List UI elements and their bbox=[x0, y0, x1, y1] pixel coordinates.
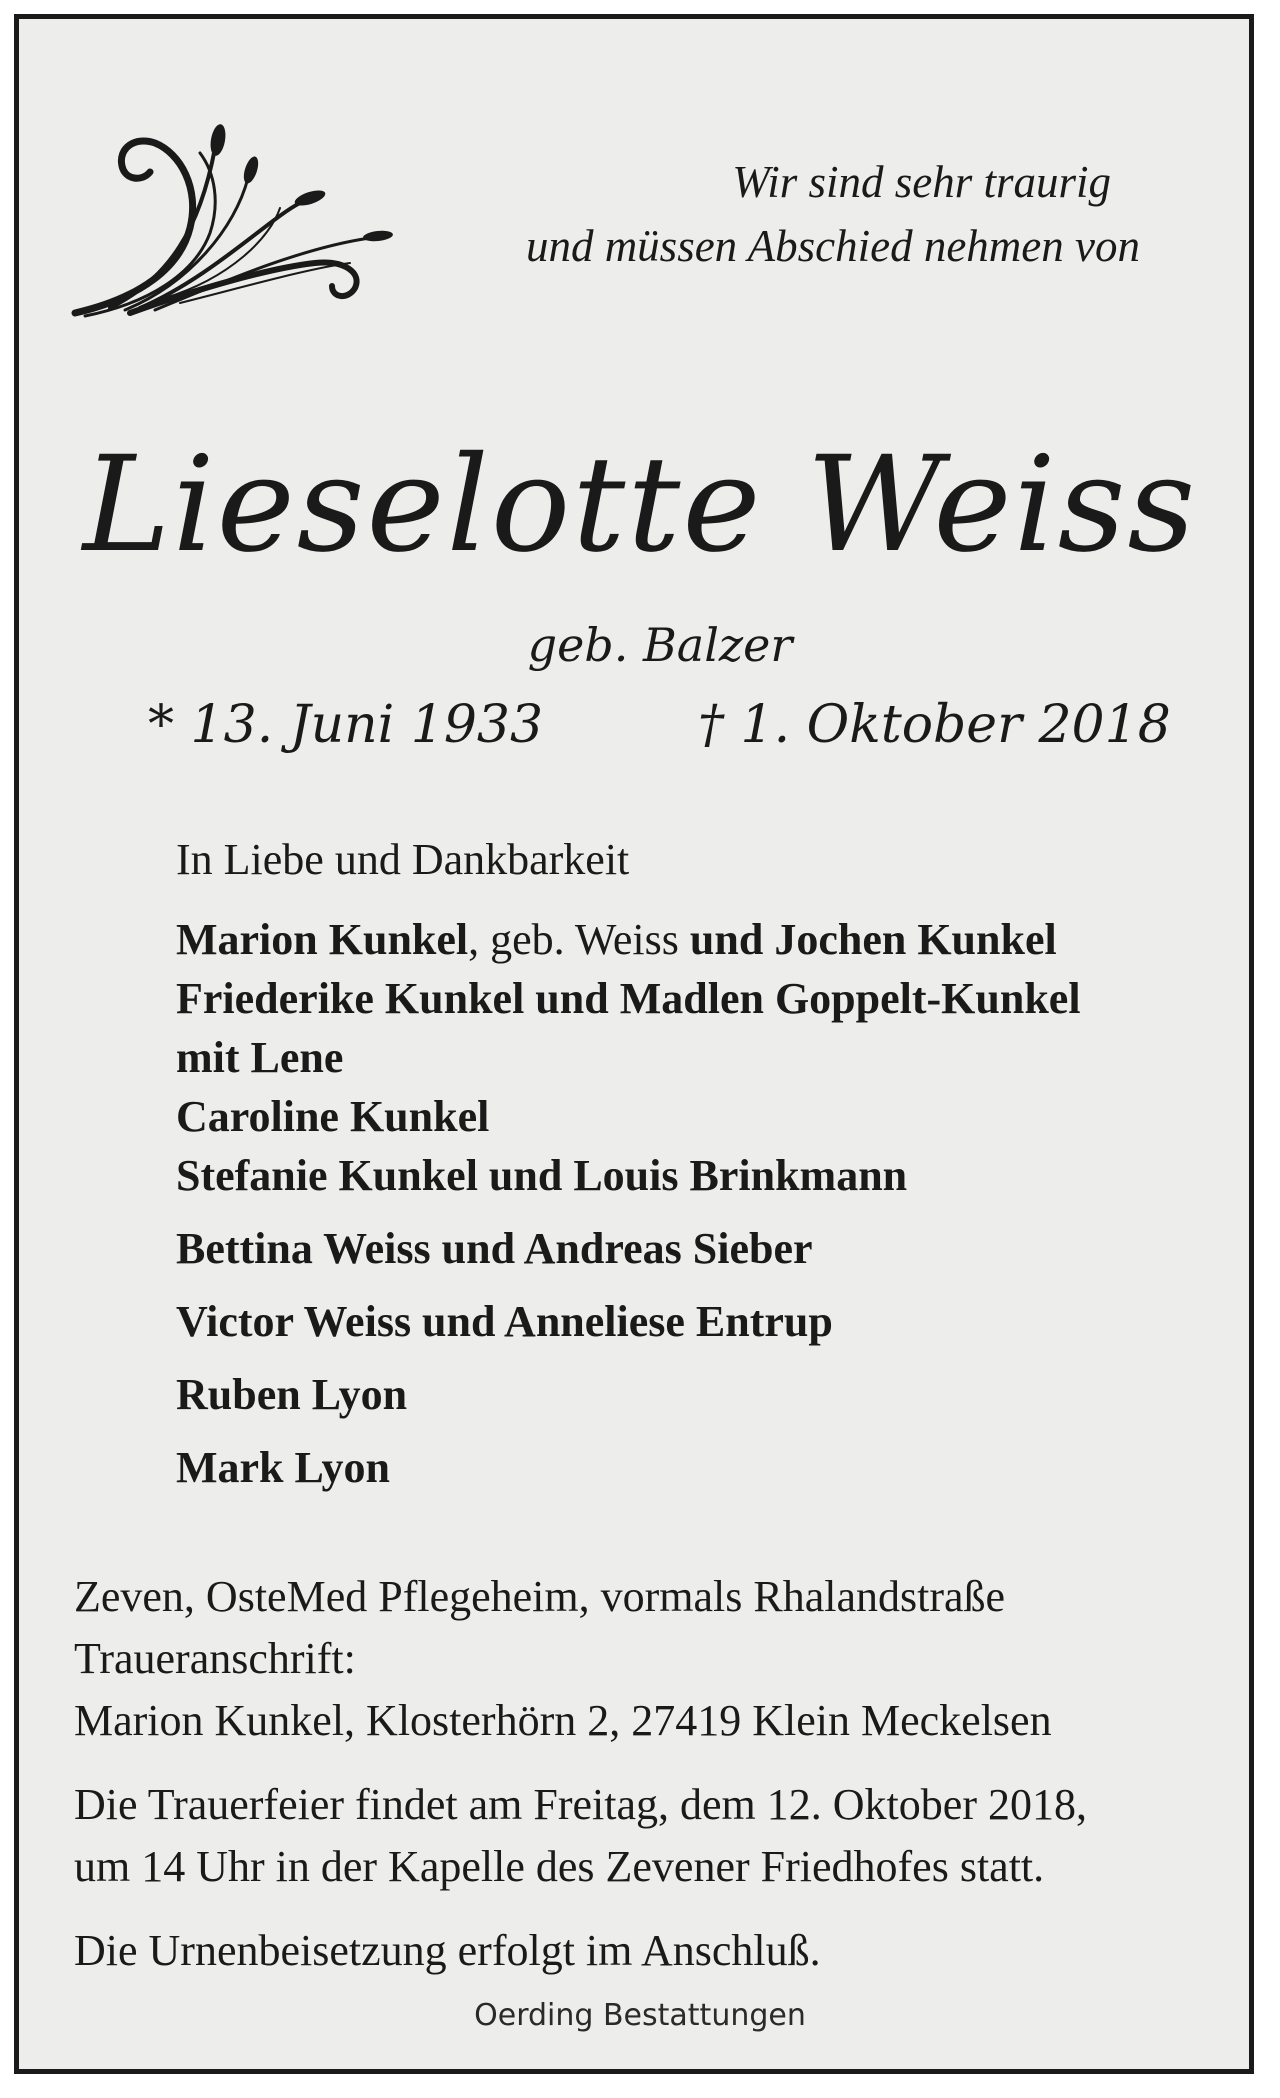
mourner-line bbox=[176, 910, 1226, 969]
birth-date: * 13. Juni 1933 bbox=[148, 695, 544, 755]
mourner-name: Marion Kunkel bbox=[176, 915, 469, 964]
ceremony-text: Die Trauerfeier findet am Freitag, dem 12. Oktober 2018, bbox=[74, 1780, 1087, 1829]
death-date: † 1. Oktober 2018 bbox=[698, 695, 1171, 755]
reed-flourish-icon bbox=[70, 108, 400, 328]
info-block bbox=[74, 1566, 1224, 1982]
mourner-maiden: , geb. Weiss bbox=[468, 915, 690, 964]
mourners-block bbox=[176, 830, 1226, 1497]
mourner-line: Friederike Kunkel und Madlen Goppelt-Kunkel bbox=[176, 974, 1081, 1023]
ceremony-text: um 14 Uhr in der Kapelle des Zevener Friedhofes statt. bbox=[74, 1842, 1045, 1891]
maiden-name: geb. Balzer bbox=[527, 618, 793, 672]
mourner-name: und Jochen Kunkel bbox=[689, 915, 1057, 964]
deceased-name: Lieselotte Weiss bbox=[82, 428, 1198, 582]
address-text: Marion Kunkel, Klosterhörn 2, 27419 Klein Meckelsen bbox=[74, 1696, 1052, 1745]
funeral-service-credit: Oerding Bestattungen bbox=[474, 1998, 806, 2033]
dedication: In Liebe und Dankbarkeit bbox=[176, 835, 630, 884]
location-text: Zeven, OsteMed Pflegeheim, vormals Rhalandstraße bbox=[74, 1572, 1006, 1621]
mourner-line: Victor Weiss und Anneliese Entrup bbox=[176, 1297, 833, 1346]
mourner-line: Mark Lyon bbox=[176, 1443, 390, 1492]
mourner-line: Bettina Weiss und Andreas Sieber bbox=[176, 1224, 813, 1273]
mourner-line: mit Lene bbox=[176, 1033, 344, 1082]
intro-line: Wir sind sehr traurig bbox=[732, 157, 1111, 207]
intro-text bbox=[440, 150, 1160, 278]
mourner-line: Stefanie Kunkel und Louis Brinkmann bbox=[176, 1151, 908, 1200]
address-label: Traueranschrift: bbox=[74, 1634, 356, 1683]
intro-line: und müssen Abschied nehmen von bbox=[525, 221, 1140, 271]
burial-text: Die Urnenbeisetzung erfolgt im Anschluß. bbox=[74, 1926, 821, 1975]
mourner-line: Caroline Kunkel bbox=[176, 1092, 490, 1141]
mourner-line: Ruben Lyon bbox=[176, 1370, 408, 1419]
